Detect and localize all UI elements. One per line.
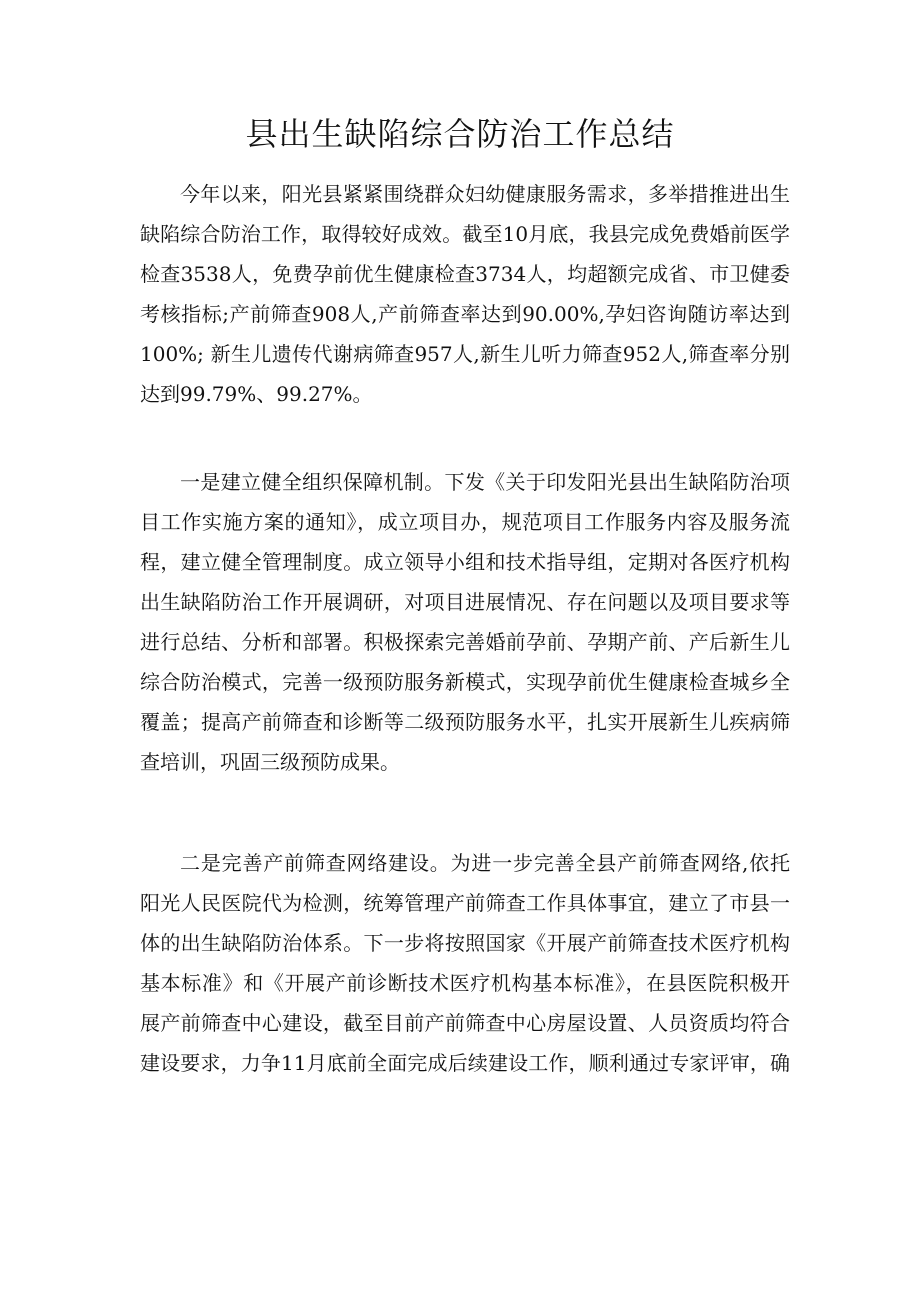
paragraph-line: 体的出生缺陷防治体系。下一步将按照国家《开展产前筛查技术医疗机构 bbox=[140, 931, 790, 955]
paragraph-line: 今年以来，阳光县紧紧围绕群众妇幼健康服务需求，多举措推进出生 bbox=[180, 182, 790, 206]
paragraph-line: 展产前筛查中心建设，截至目前产前筛查中心房屋设置、人员资质均符合 bbox=[140, 1011, 790, 1035]
paragraph-line: 检查3538人，免费孕前优生健康检查3734人，均超额完成省、市卫健委 bbox=[140, 262, 790, 286]
paragraph-organization bbox=[140, 462, 790, 782]
paragraph-line: 进行总结、分析和部署。积极探索完善婚前孕前、孕期产前、产后新生儿 bbox=[140, 630, 790, 654]
paragraph-line: 建设要求，力争11月底前全面完成后续建设工作，顺利通过专家评审，确 bbox=[140, 1051, 790, 1075]
paragraph-line: 考核指标;产前筛查908人,产前筛查率达到90.00%,孕妇咨询随访率达到 bbox=[140, 302, 790, 326]
paragraph-line: 查培训，巩固三级预防成果。 bbox=[140, 750, 400, 774]
paragraph-line: 覆盖；提高产前筛查和诊断等二级预防服务水平，扎实开展新生儿疾病筛 bbox=[140, 710, 790, 734]
paragraph-line: 出生缺陷防治工作开展调研，对项目进展情况、存在问题以及项目要求等 bbox=[140, 590, 790, 614]
document-title: 县出生缺陷综合防治工作总结 bbox=[245, 115, 675, 153]
paragraph-line: 综合防治模式，完善一级预防服务新模式，实现孕前优生健康检查城乡全 bbox=[140, 670, 790, 694]
paragraph-line: 基本标准》和《开展产前诊断技术医疗机构基本标准》，在县医院积极开 bbox=[140, 971, 790, 995]
paragraph-line: 100%; 新生儿遗传代谢病筛查957人,新生儿听力筛查952人,筛查率分别 bbox=[140, 342, 790, 366]
paragraph-line: 达到99.79%、99.27%。 bbox=[140, 382, 373, 406]
paragraph-line: 阳光人民医院代为检测，统筹管理产前筛查工作具体事宜，建立了市县一 bbox=[140, 891, 790, 915]
paragraph-screening-network bbox=[140, 843, 790, 1083]
paragraph-line: 一是建立健全组织保障机制。下发《关于印发阳光县出生缺陷防治项 bbox=[180, 470, 790, 494]
paragraph-line: 二是完善产前筛查网络建设。为进一步完善全县产前筛查网络,依托 bbox=[180, 851, 790, 875]
paragraph-line: 程，建立健全管理制度。成立领导小组和技术指导组，定期对各医疗机构 bbox=[140, 550, 790, 574]
paragraph-intro bbox=[140, 174, 790, 414]
paragraph-line: 目工作实施方案的通知》，成立项目办，规范项目工作服务内容及服务流 bbox=[140, 510, 790, 534]
paragraph-line: 缺陷综合防治工作，取得较好成效。截至10月底，我县完成免费婚前医学 bbox=[140, 222, 790, 246]
